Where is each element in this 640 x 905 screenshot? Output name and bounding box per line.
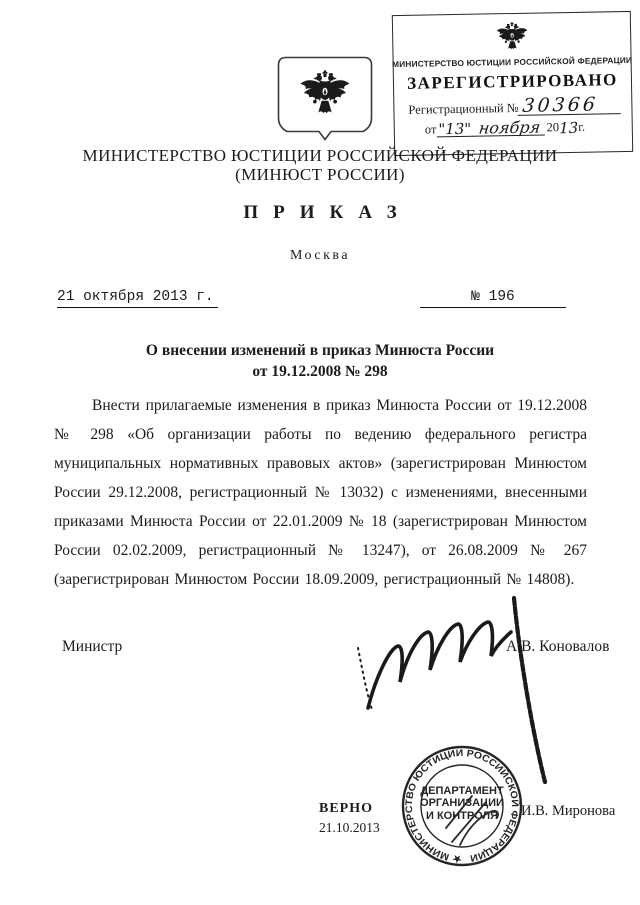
title-line2: от 19.12.2008 № 298 <box>252 363 388 380</box>
coat-of-arms-emblem <box>277 56 373 146</box>
round-stamp <box>403 747 521 865</box>
certifier-signature <box>446 796 498 845</box>
stamp-eagle-icon <box>494 20 529 55</box>
document-type-heading: ПРИКАЗ <box>243 202 412 223</box>
date-year-printed: 20 <box>546 120 560 135</box>
stamp-center-line2: ОРГАНИЗАЦИИ <box>420 797 504 809</box>
signer-name: А.В. Коновалов <box>506 638 610 655</box>
stamp-ring-text-holder <box>404 748 521 864</box>
registration-stamp-box <box>392 11 633 156</box>
city-label: Москва <box>289 248 351 263</box>
ministry-name-line2: (МИНЮСТ РОССИИ) <box>235 165 405 184</box>
reg-number-label: Регистрационный № <box>408 100 519 117</box>
document-title <box>0 340 640 382</box>
stamp-center-line3: И КОНТРОЛЯ <box>426 810 498 822</box>
minister-signature <box>358 598 545 782</box>
ministry-name-line1: МИНИСТЕРСТВО ЮСТИЦИИ РОССИЙСКОЙ ФЕДЕРАЦИИ <box>82 146 558 165</box>
body-paragraph: Внести прилагаемые изменения в приказ Минюста России от 19.12.2008 № 298 «Об организации работы по ведению федерального регистра муниципальных нормативных правовых актов» (зарегистрирован Минюстом России 29.12.2008, регистрационный № 13032) с изменениями, внесенными приказами Минюста России от 22.01.2009 № 18 (зарегистрирован Минюстом России 02.02.2009, регистрационный № 13247), от 26.08.2009 № 267 (зарегистрирован Минюстом России 18.09.2009, регистрационный № 14808). <box>54 397 587 588</box>
ministry-header <box>0 146 640 184</box>
stamp-ring-text: ★ МИНИСТЕРСТВО ЮСТИЦИИ РОССИЙСКОЙ ФЕДЕРАЦИИ <box>403 747 521 865</box>
date-year-handwritten: 13 <box>558 118 579 138</box>
certification-date: 21.10.2013 <box>319 820 380 835</box>
registration-number-line <box>394 93 631 118</box>
verno-label: ВЕРНО <box>319 801 374 816</box>
title-line1: О внесении изменений в приказ Минюста России <box>145 342 495 359</box>
date-prefix: от <box>424 122 437 137</box>
date-year-suffix: г. <box>578 119 586 134</box>
certifier-name: И.В. Миронова <box>521 803 616 819</box>
stamp-ministry-name: МИНИСТЕРСТВО ЮСТИЦИИ РОССИЙСКОЙ ФЕДЕРАЦИИ <box>392 54 633 70</box>
double-headed-eagle-icon <box>301 70 350 113</box>
stamp-center-line1: ДЕПАРТАМЕНТ <box>420 785 504 797</box>
reg-number-value-handwritten: 30366 <box>518 96 622 116</box>
date-month-handwritten: ноября <box>472 120 547 136</box>
registration-date-line <box>395 119 632 138</box>
stamp-inner-ring <box>421 765 503 847</box>
document-date: 21 октября 2013 г. <box>57 289 218 308</box>
document-number: № 196 <box>420 289 566 308</box>
registered-label: ЗАРЕГИСТРИРОВАНО <box>406 70 618 93</box>
date-day-handwritten: "13" <box>438 119 472 139</box>
signer-position-label: Министр <box>62 638 123 655</box>
stamp-outer-ring <box>403 747 521 865</box>
